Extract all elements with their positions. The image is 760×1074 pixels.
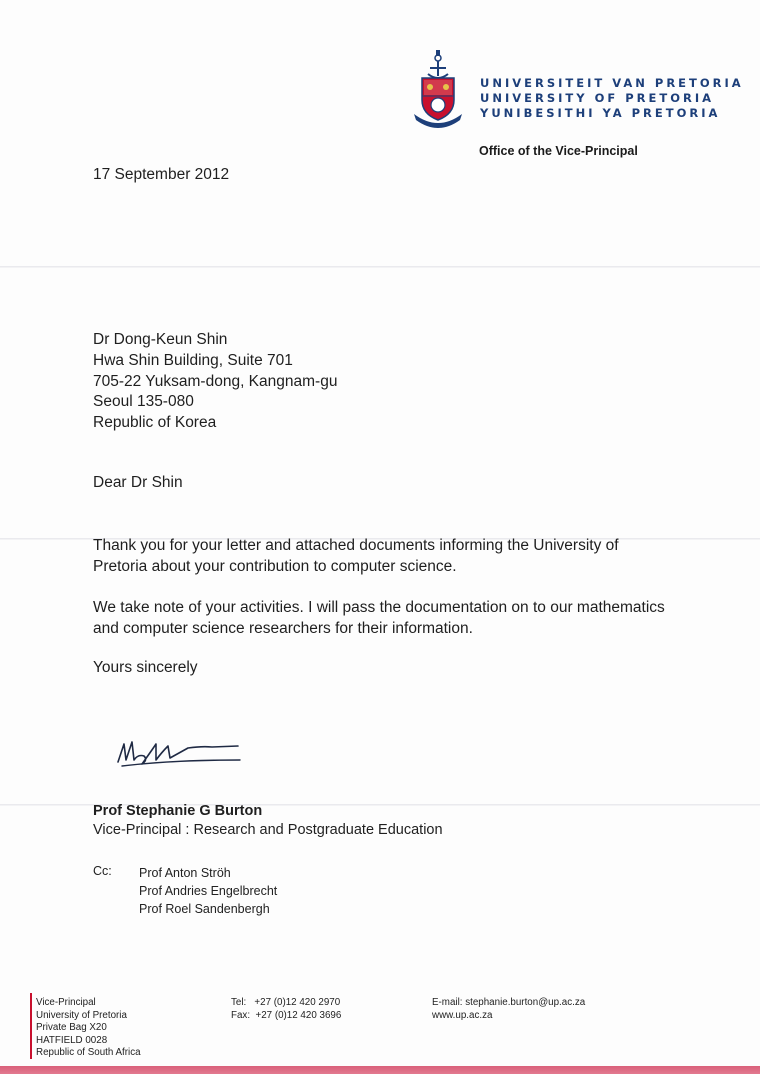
university-name-afrikaans: UNIVERSITEIT VAN PRETORIA	[480, 76, 744, 90]
paragraph-line: and computer science researchers for their information.	[93, 620, 473, 637]
signer-name: Prof Stephanie G Burton	[93, 803, 263, 819]
footer-phone	[231, 997, 341, 1022]
recipient-line: 705-22 Yuksam-dong, Kangnam-gu	[93, 372, 338, 390]
footer-email[interactable]: E-mail: stephanie.burton@up.ac.za	[432, 997, 586, 1008]
body-paragraph-1	[93, 535, 619, 577]
recipient-line: Seoul 135-080	[93, 393, 194, 411]
paragraph-line: Thank you for your letter and attached documents informing the University of	[93, 537, 619, 554]
office-title: Office of the Vice-Principal	[479, 144, 638, 158]
cc-recipient: Prof Roel Sandenbergh	[139, 902, 270, 916]
bottom-color-band	[0, 1066, 760, 1074]
closing: Yours sincerely	[93, 659, 198, 676]
cc-recipient: Prof Andries Engelbrecht	[139, 884, 278, 898]
recipient-line: Dr Dong-Keun Shin	[93, 331, 228, 348]
recipient-line: Hwa Shin Building, Suite 701	[93, 351, 293, 369]
footer-address	[36, 997, 141, 1060]
signer-title: Vice-Principal : Research and Postgraduate Education	[93, 822, 443, 838]
paper-fold-line	[0, 266, 760, 268]
footer-line: HATFIELD 0028	[36, 1034, 108, 1046]
footer-line: Tel: +27 (0)12 420 2970	[231, 997, 341, 1008]
university-name-english: UNIVERSITY OF PRETORIA	[480, 91, 715, 105]
footer-accent-bar	[30, 993, 32, 1059]
footer-line: University of Pretoria	[36, 1009, 127, 1021]
footer-website-link[interactable]: www.up.ac.za	[432, 1009, 493, 1021]
footer-line: Vice-Principal	[36, 997, 96, 1008]
paragraph-line: Pretoria about your contribution to computer science.	[93, 558, 457, 575]
cc-list	[139, 864, 277, 918]
footer-line: Fax: +27 (0)12 420 3696	[231, 1009, 342, 1021]
letter-date: 17 September 2012	[93, 166, 230, 183]
recipient-address	[93, 330, 337, 434]
footer-line: Republic of South Africa	[36, 1047, 141, 1058]
university-crest-icon	[410, 48, 466, 132]
cc-recipient: Prof Anton Ströh	[139, 866, 231, 880]
salutation: Dear Dr Shin	[93, 474, 183, 491]
cc-label: Cc:	[93, 864, 112, 878]
recipient-line: Republic of Korea	[93, 414, 217, 432]
footer-line: Private Bag X20	[36, 1022, 107, 1033]
university-name-sepedi: YUNIBESITHI YA PRETORIA	[480, 106, 721, 120]
body-paragraph-2	[93, 597, 665, 639]
university-names	[480, 76, 744, 121]
paragraph-line: We take note of your activities. I will pass the documentation on to our mathematics	[93, 599, 665, 616]
footer-contact	[432, 997, 585, 1022]
handwritten-signature	[112, 730, 252, 775]
